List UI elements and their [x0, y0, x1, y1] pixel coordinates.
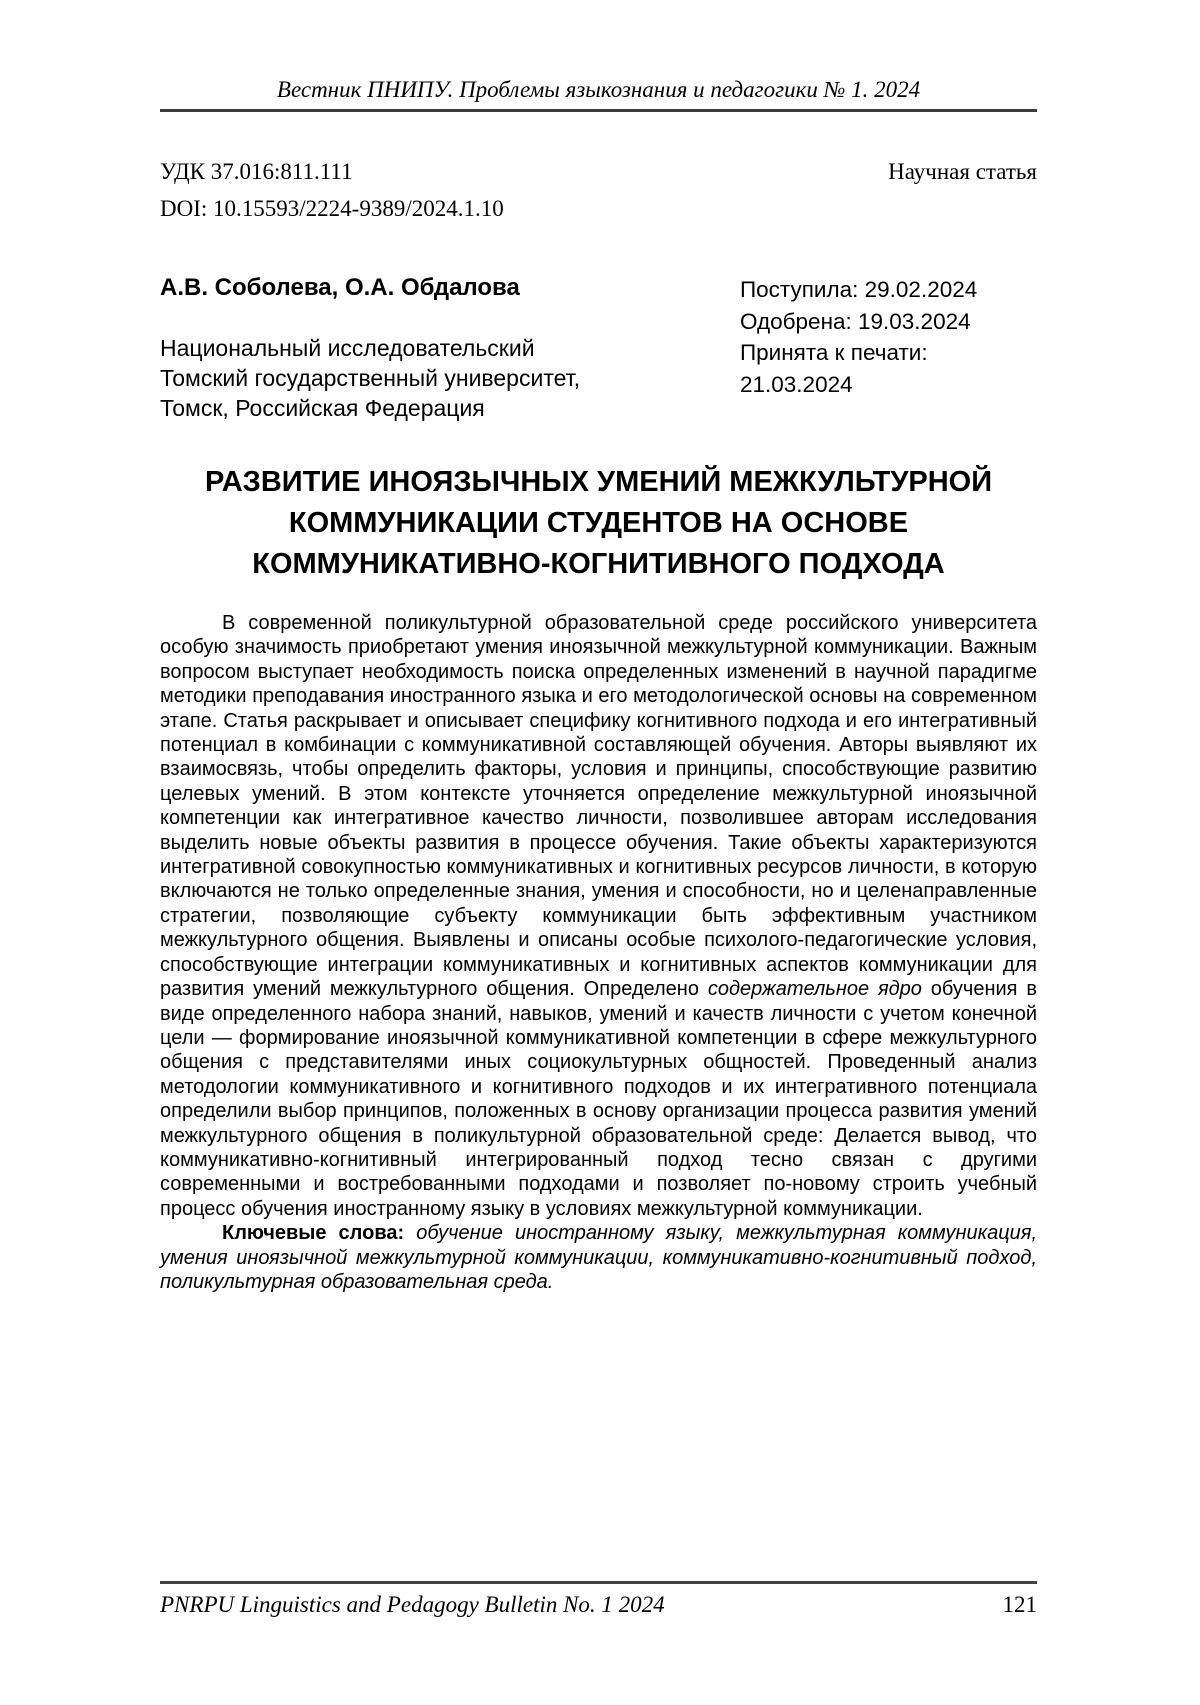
date-received: Поступила: 29.02.2024: [740, 277, 978, 302]
dates-block: [740, 274, 1037, 423]
abstract-italic-phrase: содержательное ядро: [707, 978, 922, 1001]
affiliation: [160, 333, 740, 423]
article-title-line: РАЗВИТИЕ ИНОЯЗЫЧНЫХ УМЕНИЙ МЕЖКУЛЬТУРНОЙ: [204, 466, 993, 498]
doi-code: DOI: 10.15593/2224-9389/2024.1.10: [160, 196, 504, 221]
article-title-line: КОММУНИКАЦИИ СТУДЕНТОВ НА ОСНОВЕ: [288, 507, 909, 539]
date-approved: Одобрена: 19.03.2024: [740, 308, 971, 334]
keywords-text: обучение иностранному языку, межкультурная коммуникация, умения иноязычной межкультурной коммуникации, коммуникативно-когнитивный подход, поликультурная образовательная среда.: [160, 1222, 1037, 1293]
authors-names: А.В. Соболева, О.А. Обдалова: [160, 274, 520, 301]
abstract-text-continued: обучения в виде определенного набора знаний, навыков, умений и качеств личности с учетом конечной цели — формирование иноязычной коммуникативной компетенции в сфере межкультурного общения с представителями иных социокультурных общностей. Проведенный анализ методологии коммуникативного и когнитивного подходов и их интегративного потенциала определили выбор принципов, положенных в основу организации процесса развития умений межкультурного общения в поликультурной образовательной среде: Делается вывод, что коммуникативно-когнитивный интегрированный подход тесно связан с другими современными и востребованными подходами и позволяет по-новому строить учебный процесс обучения иностранному языку в условиях межкультурной коммуникации.: [160, 978, 1037, 1220]
udc-code: УДК 37.016:811.111: [160, 159, 353, 184]
article-title-line: КОММУНИКАТИВНО-КОГНИТИВНОГО ПОДХОДА: [252, 548, 945, 580]
authors-block: [160, 274, 740, 423]
article-title: [160, 462, 1037, 585]
meta-row: [160, 158, 1037, 185]
page-footer: [160, 1581, 1037, 1618]
date-accepted: Принята к печати: 21.03.2024: [740, 340, 928, 397]
abstract-section: [160, 611, 1037, 1294]
article-type-label: Научная статья: [888, 159, 1037, 184]
affiliation-line: Национальный исследовательский: [160, 335, 535, 361]
keywords-paragraph: [160, 1221, 1037, 1294]
abstract-text: В современной поликультурной образовательной среде российского университета особую значимость приобретают умения иноязычной межкультурной коммуникации. Важным вопросом выступает необходимость поиска определенных изменений в научной парадигме методики преподавания иностранного языка и его методологической основы на современном этапе. Статья раскрывает и описывает специфику когнитивного подхода и его интегративный потенциал в комбинации с коммуникативной составляющей обучения. Авторы выявляют их взаимосвязь, чтобы определить факторы, условия и принципы, способствующие развитию целевых умений. В этом контексте уточняется определение межкультурной иноязычной компетенции как интегративное качество личности, позволившее авторам исследования выделить новые объекты развития в процессе обучения. Такие объекты характеризуются интегративной совокупностью коммуникативных и когнитивных ресурсов личности, в которую включаются не только определенные знания, умения и способности, но и целенаправленные стратегии, позволяющие субъекту коммуникации быть эффективным участником межкультурного общения. Выявлены и описаны особые психолого-педагогические условия, способствующие интеграции коммуникативных и когнитивных аспектов коммуникации для развития умений межкультурного общения. Определено: [160, 612, 1037, 1001]
footer-page-number: 121: [1002, 1592, 1037, 1617]
abstract-paragraph: [160, 611, 1037, 1221]
running-header: [160, 76, 1037, 112]
running-header-text: Вестник ПНИПУ. Проблемы языкознания и педагогики № 1. 2024: [276, 77, 921, 102]
affiliation-line: Томск, Российская Федерация: [160, 395, 485, 421]
byline-section: [160, 274, 1037, 423]
footer-journal-title: PNRPU Linguistics and Pedagogy Bulletin No. 1 2024: [160, 1592, 665, 1617]
keywords-label: Ключевые слова:: [222, 1222, 405, 1245]
affiliation-line: Томский государственный университет,: [160, 365, 580, 391]
